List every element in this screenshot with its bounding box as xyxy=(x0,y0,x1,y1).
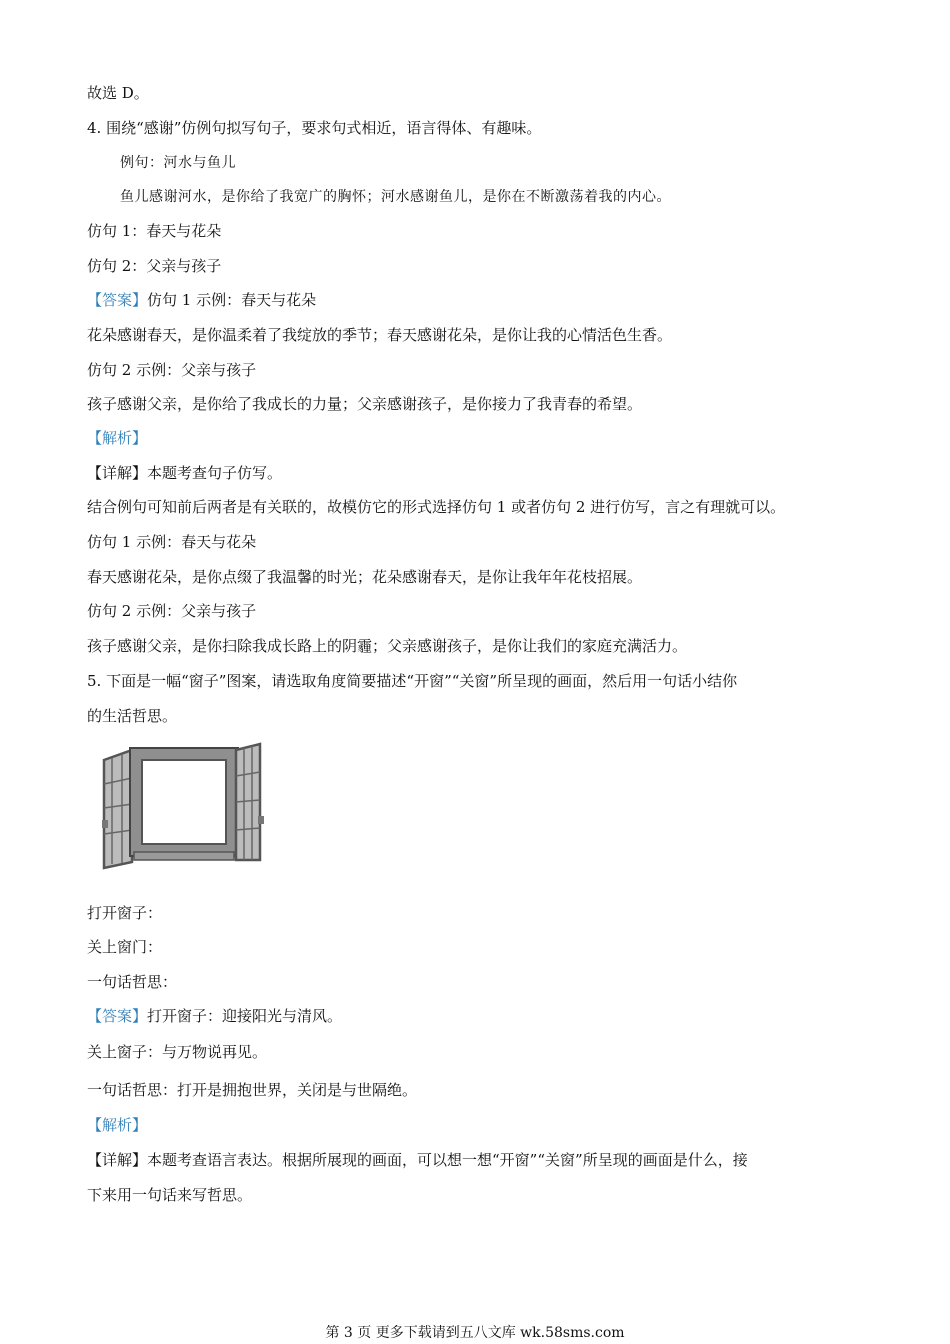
question-4: 4. 围绕“感谢”仿例句拟写句子，要求句式相近，语言得体、有趣味。 xyxy=(87,119,542,137)
imitation-2: 仿句 2：父亲与孩子 xyxy=(87,257,222,275)
detail-text-4: 仿句 2 示例：父亲与孩子 xyxy=(87,602,257,620)
detail-5-line-2: 下来用一句话来写哲思。 xyxy=(87,1186,253,1204)
detail-text-1: 结合例句可知前后两者是有关联的，故模仿它的形式选择仿句 1 或者仿句 2 进行仿写，言之有理就可以。 xyxy=(87,498,786,516)
analysis-tag: 【解析】 xyxy=(87,1116,148,1134)
detail-tag: 【详解】 xyxy=(87,464,148,482)
answer-tag: 【答案】 xyxy=(87,1007,148,1025)
detail-text-3: 春天感谢花朵，是你点缀了我温馨的时光；花朵感谢春天，是你让我年年花枝招展。 xyxy=(87,568,643,586)
detail-tag: 【详解】 xyxy=(87,1151,148,1169)
prompt-thought: 一句话哲思： xyxy=(87,973,178,991)
analysis-tag-line xyxy=(87,428,147,448)
example-title: 例句：河水与鱼儿 xyxy=(120,155,236,171)
answer-line-2: 花朵感谢春天，是你温柔着了我绽放的季节；春天感谢花朵，是你让我的心情活色生香。 xyxy=(87,326,673,344)
detail-text-2: 仿句 1 示例：春天与花朵 xyxy=(87,533,257,551)
analysis-5-tag-line xyxy=(87,1115,147,1135)
detail-text-5: 孩子感谢父亲，是你扫除我成长路上的阴霾；父亲感谢孩子，是你让我们的家庭充满活力。 xyxy=(87,637,688,655)
example-sentence: 鱼儿感谢河水，是你给了我宽广的胸怀；河水感谢鱼儿，是你在不断激荡着我的内心。 xyxy=(120,189,671,205)
answer-line-4: 孩子感谢父亲，是你给了我成长的力量；父亲感谢孩子，是你接力了我青春的希望。 xyxy=(87,395,643,413)
answer-5-line-1: 【答案】打开窗子：迎接阳光与清风。 xyxy=(87,1007,343,1025)
answer-5-line-3: 一句话哲思：打开是拥抱世界，关闭是与世隔绝。 xyxy=(87,1081,418,1099)
detail-line: 【详解】本题考查句子仿写。 xyxy=(87,464,283,482)
prompt-open: 打开窗子： xyxy=(87,904,163,922)
analysis-tag: 【解析】 xyxy=(87,429,148,447)
window-illustration xyxy=(100,742,265,872)
answer-line-1: 【答案】仿句 1 示例：春天与花朵 xyxy=(87,291,317,309)
answer-tag: 【答案】 xyxy=(87,291,148,309)
imitation-1: 仿句 1：春天与花朵 xyxy=(87,222,222,240)
question-5: 5. 下面是一幅“窗子”图案，请选取角度简要描述“开窗”“关窗”所呈现的画面，然后用一句话小结你 xyxy=(87,672,738,690)
question-5-cont: 的生活哲思。 xyxy=(87,707,178,725)
page-footer: 第 3 页 更多下载请到五八文库 wk.58sms.com xyxy=(325,1325,625,1341)
answer-5-line-2: 关上窗子：与万物说再见。 xyxy=(87,1043,268,1061)
prompt-close: 关上窗门： xyxy=(87,938,163,956)
detail-5-line-1: 【详解】本题考查语言表达。根据所展现的画面，可以想一想“开窗”“关窗”所呈现的画面是什么，接 xyxy=(87,1151,748,1169)
answer-line-3: 仿句 2 示例：父亲与孩子 xyxy=(87,361,257,379)
line-conclusion: 故选 D。 xyxy=(87,84,149,102)
